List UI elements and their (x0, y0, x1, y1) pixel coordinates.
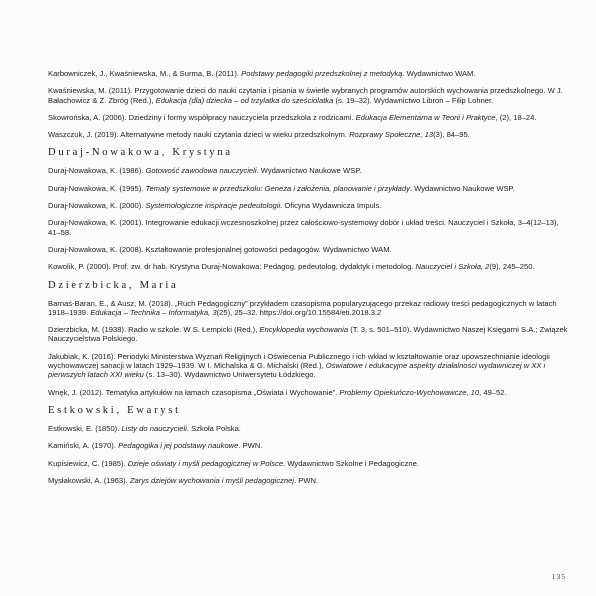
bibliography-section (48, 69, 568, 139)
reference-entry: Kwaśniewska, M. (2011). Przygotowanie dzieci do nauki czytania i pisania w świetle wybranych programów autorskich wychowania przedszkolnego. W J. Bałachowicz & Z. Zbróg (Red.), Edukacja (dla) dziecka – od trzylatka do sześciolatka (s. 19–32). Wydawnictwo Libron – Filip Lohner. (48, 86, 563, 105)
section-heading: Estkowski, Ewaryst (48, 404, 181, 416)
reference-entry: Kupisiewicz, C. (1985). Dzieje oświaty i myśli pedagogicznej w Polsce. Wydawnictwo Szkolne i Pedagogiczne. (48, 458, 419, 468)
reference-entry: Duraj-Nowakowa, K. (1986). Gotowość zawodowa nauczycieli. Wydawnictwo Naukowe WSP. (48, 166, 362, 176)
reference-entry: Duraj-Nowakowa, K. (1995). Tematy systemowe w przedszkolu: Geneza i założenia, planowanie i przykłady. Wydawnictwo Naukowe WSP. (48, 183, 515, 193)
bibliography-section (48, 280, 568, 397)
reference-entry: Mysłakowski, A. (1963). Zarys dziejów wychowania i myśli pedagogicznej. PWN. (48, 475, 319, 485)
reference-entry: Wnęk, J. (2012). Tematyka artykułów na łamach czasopisma „Oświata i Wychowanie”. Problemy Opiekuńczo-Wychowawcze, 10, 49–52. (48, 387, 507, 397)
reference-entry: Duraj-Nowakowa, K. (2001). Integrowanie edukacji wczesnoszkolnej przez całościowo-systemowy dobór i układ treści. Nauczyciel i Szkoła, 3–4(12–13), 41–58. (48, 218, 559, 237)
reference-entry: Duraj-Nowakowa, K. (2000). Systemologiczne inspiracje pedeutologii. Oficyna Wydawnicza Impuls. (48, 201, 382, 211)
reference-entry: Karbowniczek, J., Kwaśniewska, M., & Surma, B. (2011). Podstawy pedagogiki przedszkolnej z metodyką. Wydawnictwo WAM. (48, 69, 476, 78)
reference-entry: Kamiński, A. (1970). Pedagogika i jej podstawy naukowe. PWN. (48, 441, 263, 451)
bibliography-section (48, 405, 568, 485)
reference-entry: Waszczuk, J. (2019). Alternatywne metody nauki czytania dzieci w wieku przedszkolnym. Rozprawy Społeczne, 13(3), 84–95. (48, 130, 470, 140)
reference-entry: Skowrońska, A. (2006). Dziedziny i formy współpracy nauczyciela przedszkola z rodzicami. Edukacja Elementarna w Teorii i Praktyce, (2), 18–24. (48, 112, 537, 122)
page-number: 135 (551, 572, 566, 581)
section-heading: Duraj-Nowakowa, Krystyna (48, 147, 233, 159)
section-heading: Dzierzbicka, Maria (48, 279, 179, 291)
bibliography-section (48, 147, 568, 271)
reference-entry: Kowolik, P. (2000). Prof. zw. dr hab. Krystyna Duraj-Nowakowa: Pedagog, pedeutolog, dydaktyk i metodolog. Nauczyciel i Szkoła, 2(9), 245–250. (48, 262, 535, 272)
reference-entry: Duraj-Nowakowa, K. (2008). Kształtowanie profesjonalnej gotowości pedagogów. Wydawnictwo WAM. (48, 244, 392, 254)
reference-entry: Barnaś-Baran, E., & Ausz, M. (2018). „Ruch Pedagogiczny” przykładem czasopisma popularyzującego przekaz radiowy treści pedagogicznych w latach 1918–1939. Edukacja – Technika – Informatyka, 3(25), 25–32. https://doi.org/10.15584/eti.2018.3.2 (48, 298, 557, 317)
reference-entry: Estkowski, E. (1850). Listy do nauczycieli. Szkoła Polska. (48, 423, 241, 433)
bibliography (48, 69, 568, 493)
reference-entry: Dzierzbicka, M. (1938). Radio w szkole. W S. Łempicki (Red.), Encyklopedia wychowania (T. 3, s. 501–510). Wydawnictwo Naszej Księgarni S.A.; Związek Nauczycielstwa Polskiego. (48, 325, 568, 344)
reference-entry: Jakubiak, K. (2016). Periodyki Ministerstwa Wyznań Religijnych i Oświecenia Publicznego i ich wkład w kształtowanie oraz upowszechnianie ideologii wychowawczej sanacji w latach 1929–1939. W I. Michalska & G. Michalski (Red.), Oświatowe i edukacyjne aspekty działalności wydawniczej w XX i pierwszych latach XXI wieku (s. 13–30). Wydawnictwo Uniwersytetu Łódzkiego. (48, 351, 550, 380)
